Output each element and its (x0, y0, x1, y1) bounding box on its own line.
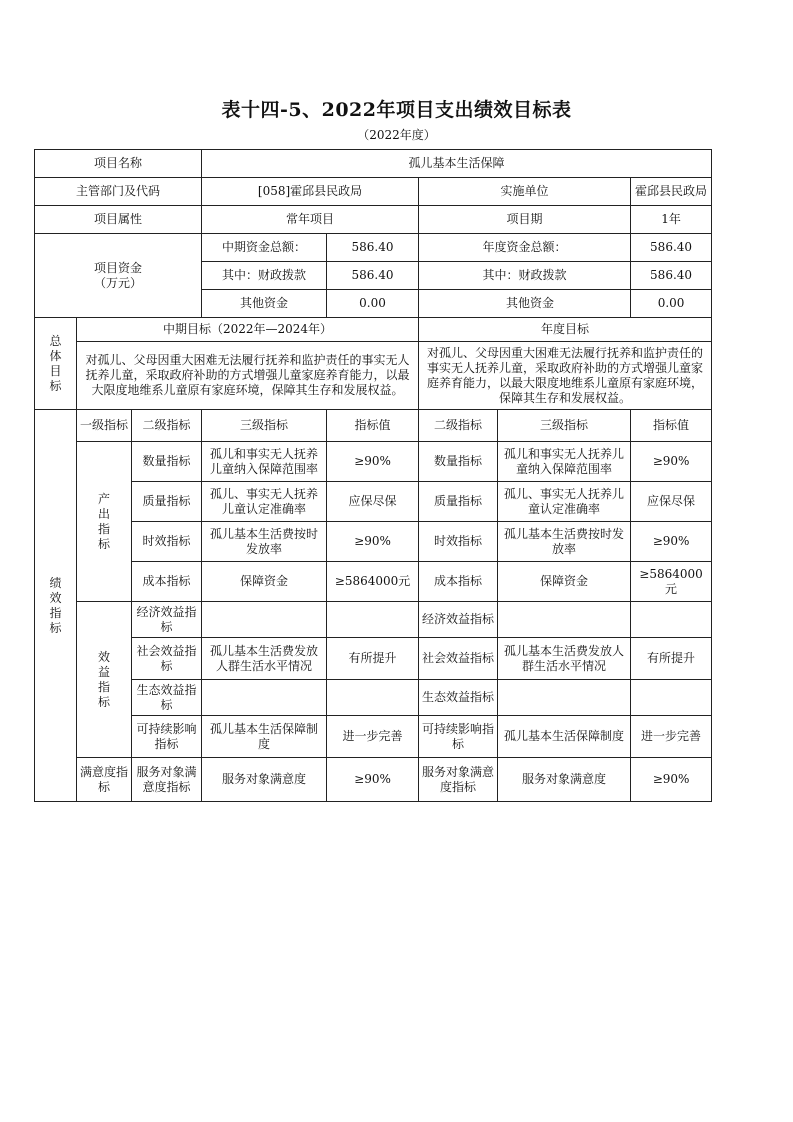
year-level3-cell: 服务对象满意度 (498, 758, 631, 802)
annual-goal-text: 对孤儿、父母因重大困难无法履行抚养和监护责任的事实无人抚养儿童，采取政府补助的方式增强儿童家庭养育能力，以最大限度地维系儿童原有家庭环境，保障其生存和发展权益。 (419, 342, 712, 410)
implementer-value: 霍邱县民政局 (631, 178, 712, 206)
mid-total-label: 中期资金总额： (202, 234, 327, 262)
year-level3-cell: 孤儿、事实无人抚养儿童认定准确率 (498, 482, 631, 522)
mid-level3-cell: 孤儿、事实无人抚养儿童认定准确率 (202, 482, 327, 522)
mid-value-cell: 进一步完善 (327, 716, 419, 758)
mid-level3-cell: 孤儿基本生活保障制度 (202, 716, 327, 758)
department-row (35, 178, 712, 206)
indicator-label-char: 绩 (49, 575, 62, 590)
year-level2-cell: 成本指标 (419, 562, 498, 602)
year-value-cell: 应保尽保 (631, 482, 712, 522)
fund-row-total (35, 234, 712, 262)
mid-level2-cell: 数量指标 (132, 442, 202, 482)
year-value-cell: 进一步完善 (631, 716, 712, 758)
year-value-cell: ≥90% (631, 758, 712, 802)
output-indicator-label (77, 442, 132, 602)
table-row (35, 638, 712, 680)
indicator-label-char: 标 (49, 620, 62, 635)
goal-header-row (35, 318, 712, 342)
header-year-value: 指标值 (631, 410, 712, 442)
year-total-label: 年度资金总额： (419, 234, 631, 262)
overall-goal-char: 目 (49, 363, 62, 378)
mid-level3-cell: 保障资金 (202, 562, 327, 602)
year-level2-cell: 服务对象满意度指标 (419, 758, 498, 802)
mid-level2-cell: 服务对象满意度指标 (132, 758, 202, 802)
indicator-header-row (35, 410, 712, 442)
header-mid-level3: 三级指标 (202, 410, 327, 442)
mid-fiscal-value: 586.40 (327, 262, 419, 290)
effect-label-char: 指 (97, 679, 110, 694)
mid-level2-cell: 社会效益指标 (132, 638, 202, 680)
mid-fiscal-label: 其中：财政拨款 (202, 262, 327, 290)
mid-term-goal-header: 中期目标（2022年—2024年） (77, 318, 419, 342)
year-level2-cell: 生态效益指标 (419, 680, 498, 716)
year-value-cell: ≥90% (631, 442, 712, 482)
output-label-char: 出 (97, 506, 110, 521)
mid-level3-cell: 孤儿基本生活费按时发放率 (202, 522, 327, 562)
year-level3-cell: 保障资金 (498, 562, 631, 602)
attribute-label: 项目属性 (35, 206, 202, 234)
mid-level2-cell: 生态效益指标 (132, 680, 202, 716)
effect-label-char: 益 (97, 664, 110, 679)
mid-level3-cell: 孤儿和事实无人抚养儿童纳入保障范围率 (202, 442, 327, 482)
header-year-level2: 二级指标 (419, 410, 498, 442)
year-level2-cell: 数量指标 (419, 442, 498, 482)
year-other-value: 0.00 (631, 290, 712, 318)
effect-label-char: 标 (97, 694, 110, 709)
performance-goal-table (34, 149, 712, 802)
mid-level3-cell (202, 602, 327, 638)
year-level2-cell: 可持续影响指标 (419, 716, 498, 758)
mid-value-cell: ≥90% (327, 442, 419, 482)
year-value-cell: 有所提升 (631, 638, 712, 680)
overall-goal-char: 体 (49, 348, 62, 363)
annual-goal-header: 年度目标 (419, 318, 712, 342)
satisfaction-indicator-label: 满意度指标 (77, 758, 132, 802)
fund-label (35, 234, 202, 318)
year-level3-cell: 孤儿基本生活费按时发放率 (498, 522, 631, 562)
header-level1: 一级指标 (77, 410, 132, 442)
table-row (35, 716, 712, 758)
table-row (35, 602, 712, 638)
year-fiscal-label: 其中：财政拨款 (419, 262, 631, 290)
mid-other-label: 其他资金 (202, 290, 327, 318)
document-title: 表十四-5、2022年项目支出绩效目标表 (221, 99, 572, 121)
attribute-row (35, 206, 712, 234)
table-row (35, 442, 712, 482)
output-label-char: 产 (97, 491, 110, 506)
header-mid-level2: 二级指标 (132, 410, 202, 442)
output-label-char: 指 (97, 521, 110, 536)
mid-term-goal-text: 对孤儿、父母因重大困难无法履行抚养和监护责任的事实无人抚养儿童，采取政府补助的方式增强儿童家庭养育能力，以最大限度地维系儿童原有家庭环境，保障其生存和发展权益。 (77, 342, 419, 410)
attribute-value: 常年项目 (202, 206, 419, 234)
department-value: [058]霍邱县民政局 (202, 178, 419, 206)
year-total-value: 586.40 (631, 234, 712, 262)
indicator-label-char: 指 (49, 605, 62, 620)
department-label: 主管部门及代码 (35, 178, 202, 206)
table-row (35, 758, 712, 802)
year-value-cell (631, 680, 712, 716)
year-value-cell: ≥5864000元 (631, 562, 712, 602)
mid-total-value: 586.40 (327, 234, 419, 262)
table-row (35, 522, 712, 562)
output-label-char: 标 (97, 536, 110, 551)
table-row (35, 680, 712, 716)
year-level3-cell (498, 680, 631, 716)
year-level2-cell: 时效指标 (419, 522, 498, 562)
overall-goal-label (35, 318, 77, 410)
mid-level2-cell: 可持续影响指标 (132, 716, 202, 758)
effect-label-char: 效 (97, 649, 110, 664)
mid-value-cell: ≥5864000元 (327, 562, 419, 602)
mid-level2-cell: 成本指标 (132, 562, 202, 602)
year-level2-cell: 社会效益指标 (419, 638, 498, 680)
mid-value-cell: 有所提升 (327, 638, 419, 680)
year-value-cell (631, 602, 712, 638)
fund-label-line1: 项目资金 (94, 260, 143, 275)
year-other-label: 其他资金 (419, 290, 631, 318)
mid-level2-cell: 经济效益指标 (132, 602, 202, 638)
mid-level2-cell: 时效指标 (132, 522, 202, 562)
effect-indicator-label (77, 602, 132, 758)
project-name-value: 孤儿基本生活保障 (202, 150, 712, 178)
header-year-level3: 三级指标 (498, 410, 631, 442)
project-name-label: 项目名称 (35, 150, 202, 178)
implementer-label: 实施单位 (419, 178, 631, 206)
mid-value-cell: 应保尽保 (327, 482, 419, 522)
year-level2-cell: 经济效益指标 (419, 602, 498, 638)
mid-value-cell: ≥90% (327, 522, 419, 562)
year-level3-cell: 孤儿和事实无人抚养儿童纳入保障范围率 (498, 442, 631, 482)
year-level3-cell (498, 602, 631, 638)
period-label: 项目期 (419, 206, 631, 234)
year-value-cell: ≥90% (631, 522, 712, 562)
document-year: （2022年度） (357, 128, 436, 142)
year-level3-cell: 孤儿基本生活保障制度 (498, 716, 631, 758)
project-name-row (35, 150, 712, 178)
overall-goal-char: 标 (49, 378, 62, 393)
mid-level2-cell: 质量指标 (132, 482, 202, 522)
fund-label-line2: （万元） (94, 275, 143, 290)
mid-value-cell (327, 680, 419, 716)
header-mid-value: 指标值 (327, 410, 419, 442)
mid-level3-cell: 孤儿基本生活费发放人群生活水平情况 (202, 638, 327, 680)
overall-goal-char: 总 (49, 333, 62, 348)
year-level3-cell: 孤儿基本生活费发放人群生活水平情况 (498, 638, 631, 680)
mid-value-cell (327, 602, 419, 638)
mid-other-value: 0.00 (327, 290, 419, 318)
mid-value-cell: ≥90% (327, 758, 419, 802)
year-fiscal-value: 586.40 (631, 262, 712, 290)
goal-text-row (35, 342, 712, 410)
table-row (35, 482, 712, 522)
indicator-label-char: 效 (49, 590, 62, 605)
mid-level3-cell (202, 680, 327, 716)
mid-level3-cell: 服务对象满意度 (202, 758, 327, 802)
year-level2-cell: 质量指标 (419, 482, 498, 522)
performance-indicator-label (35, 410, 77, 802)
period-value: 1年 (631, 206, 712, 234)
table-row (35, 562, 712, 602)
